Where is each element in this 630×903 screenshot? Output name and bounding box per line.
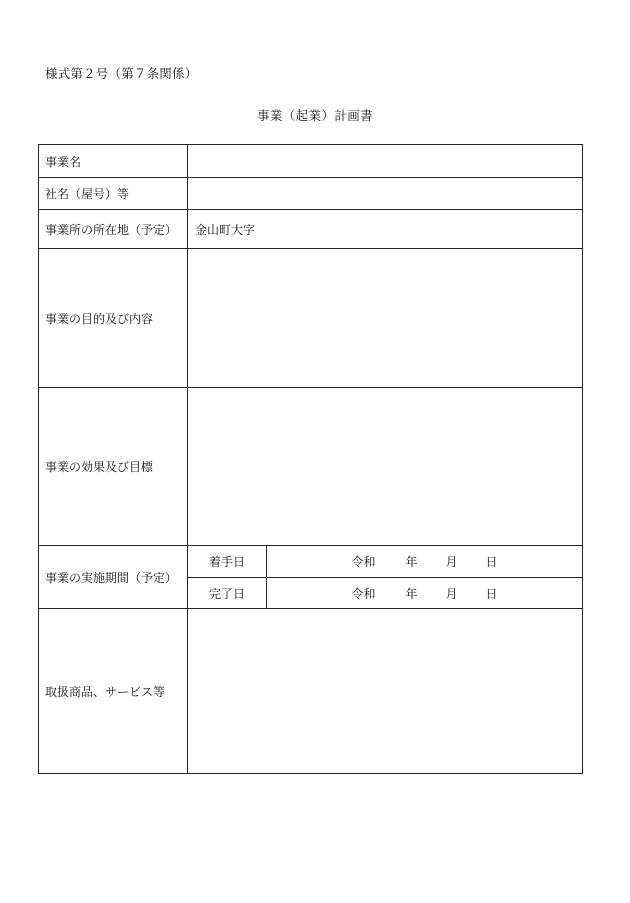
start-date-label: 着手日: [188, 546, 267, 578]
business-name-field[interactable]: [188, 145, 583, 178]
products-label: 取扱商品、サービス等: [39, 609, 188, 774]
start-era: 令和: [351, 555, 376, 569]
purpose-field[interactable]: [188, 249, 583, 388]
start-year-unit: 年: [405, 555, 418, 569]
period-label: 事業の実施期間（予定）: [39, 546, 188, 609]
start-month-unit: 月: [445, 555, 458, 569]
start-date-field[interactable]: [267, 546, 583, 578]
products-field[interactable]: [188, 609, 583, 774]
start-day-unit: 日: [485, 555, 498, 569]
effects-label: 事業の効果及び目標: [39, 388, 188, 546]
end-date-label: 完了日: [188, 578, 267, 609]
business-name-label: 事業名: [39, 145, 188, 178]
business-plan-table: [38, 144, 583, 774]
end-day-unit: 日: [485, 586, 498, 601]
document-title: 事業（起業）計画書: [256, 108, 374, 123]
row-business-name: [39, 145, 583, 178]
company-name-label: 社名（屋号）等: [39, 178, 188, 210]
location-field[interactable]: 金山町大字: [188, 210, 583, 249]
end-era: 令和: [351, 586, 376, 601]
effects-field[interactable]: [188, 388, 583, 546]
row-purpose: [39, 249, 583, 388]
location-label: 事業所の所在地（予定）: [39, 210, 188, 249]
end-month-unit: 月: [445, 586, 458, 601]
row-period-start: [39, 546, 583, 578]
row-company-name: [39, 178, 583, 210]
row-location: [39, 210, 583, 249]
purpose-label: 事業の目的及び内容: [39, 249, 188, 388]
row-products: [39, 609, 583, 774]
form-number: 様式第２号（第７条関係）: [45, 66, 198, 81]
end-date-field[interactable]: [267, 578, 583, 609]
end-year-unit: 年: [405, 586, 418, 601]
company-name-field[interactable]: [188, 178, 583, 210]
row-effects: [39, 388, 583, 546]
